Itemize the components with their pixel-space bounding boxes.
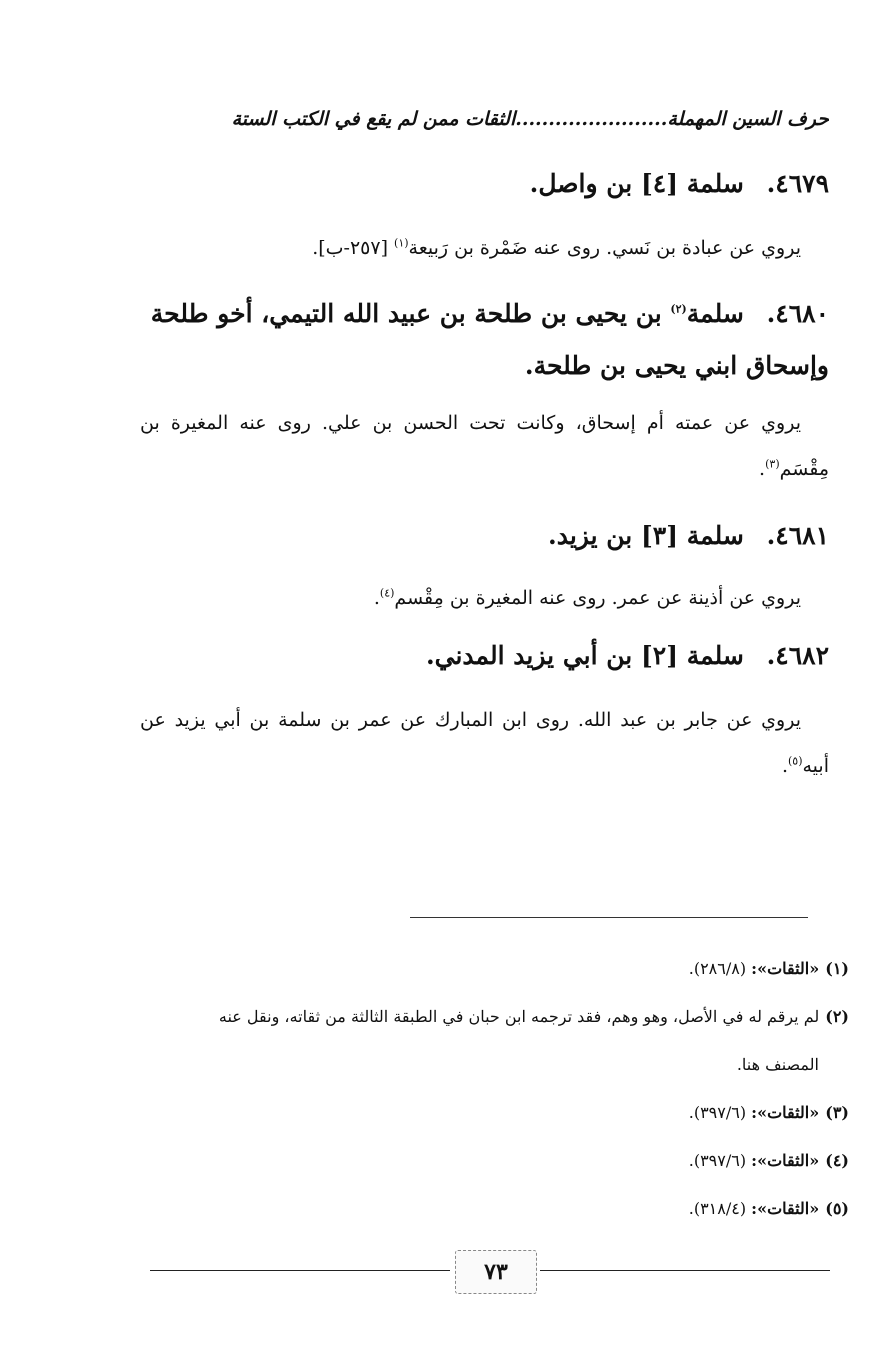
running-header: حرف السين المهملة.......................الثقات ممن لم يقع في الكتب الستة (231, 108, 829, 130)
entry-text-rest: [٢٥٧-ب]. (312, 237, 395, 259)
entry-body-4679 (140, 225, 829, 271)
footnote-4 (140, 1137, 849, 1185)
footnote-text: (٢٨٦/٨). (688, 959, 752, 978)
entry-name-rest: بن يحيى بن طلحة بن عبيد الله التيمي، أخو طلحة وإسحاق ابني يحيى بن طلحة. (150, 299, 829, 380)
footnote-5 (140, 1185, 849, 1233)
footnote-text: لم يرقم له في الأصل، وهو وهم، فقد ترجمه ابن حبان في الطبقة الثالثة من ثقاته، ونقل عنه (218, 1007, 820, 1026)
footnote-text: (٣٩٧/٦). (688, 1151, 752, 1170)
footnote-marker: (٢) (825, 1007, 849, 1026)
entry-name: سلمة [٢] بن أبي يزيد المدني. (425, 641, 744, 670)
footnote-source: «الثقات»: (751, 1151, 820, 1170)
entry-name: سلمة [٤] بن واصل. (529, 169, 744, 198)
footnote-source: «الثقات»: (751, 1199, 820, 1218)
footnote-separator (410, 917, 808, 918)
footnote-ref: (١) (394, 236, 409, 250)
footnote-marker: (١) (825, 959, 849, 978)
bottom-rule-left (150, 1270, 450, 1271)
entry-name: سلمة (686, 299, 744, 328)
entry-name: سلمة [٣] بن يزيد. (548, 521, 744, 550)
footnote-3 (140, 1089, 849, 1137)
entry-text: يروي عن عبادة بن نَسي. روى عنه ضَمْرة بن رَبيعة (408, 237, 801, 259)
entry-heading-4681 (140, 510, 829, 562)
footnote-continuation: المصنف هنا. (736, 1055, 819, 1074)
footnote-ref: (٤) (379, 586, 395, 600)
footnote-ref: (٣) (765, 457, 780, 471)
entry-number: ٤٦٨٢. (766, 641, 829, 670)
entry-body-4681 (140, 575, 829, 621)
footnote-2 (140, 993, 849, 1089)
footnote-text: (٣٩٧/٦). (688, 1103, 752, 1122)
entry-text-rest: . (373, 587, 380, 609)
footnote-marker: (٣) (825, 1103, 849, 1122)
entry-number: ٤٦٧٩. (766, 169, 829, 198)
footnote-ref: (٢) (670, 302, 687, 316)
entry-heading-4679 (140, 158, 829, 210)
footnotes (140, 945, 849, 1233)
footnote-marker: (٤) (825, 1151, 849, 1170)
entry-text: يروي عن أذينة عن عمر. روى عنه المغيرة بن مِقْسم (394, 587, 801, 609)
footnote-1 (140, 945, 849, 993)
entry-heading-4680 (140, 288, 829, 392)
footnote-ref: (٥) (787, 754, 803, 768)
footnote-source: «الثقات»: (751, 1103, 820, 1122)
entry-body-4680 (140, 400, 829, 492)
footnote-source: «الثقات»: (751, 959, 820, 978)
entry-number: ٤٦٨٠. (766, 299, 829, 328)
entry-heading-4682 (140, 630, 829, 682)
entry-body-4682 (140, 697, 829, 789)
entry-number: ٤٦٨١. (766, 521, 829, 550)
entry-text-rest: . (781, 755, 788, 777)
footnote-text: (٣١٨/٤). (688, 1199, 752, 1218)
footnote-marker: (٥) (825, 1199, 849, 1218)
entry-text: يروي عن عمته أم إسحاق، وكانت تحت الحسن بن علي. روى عنه المغيرة بن مِقْسَم (140, 412, 829, 480)
bottom-rule-right (540, 1270, 830, 1271)
entry-text-rest: . (759, 458, 766, 480)
page-number: ٧٣ (455, 1250, 537, 1294)
entry-text: يروي عن جابر بن عبد الله. روى ابن المبارك عن عمر بن سلمة بن أبي يزيد عن أبيه (140, 709, 829, 777)
